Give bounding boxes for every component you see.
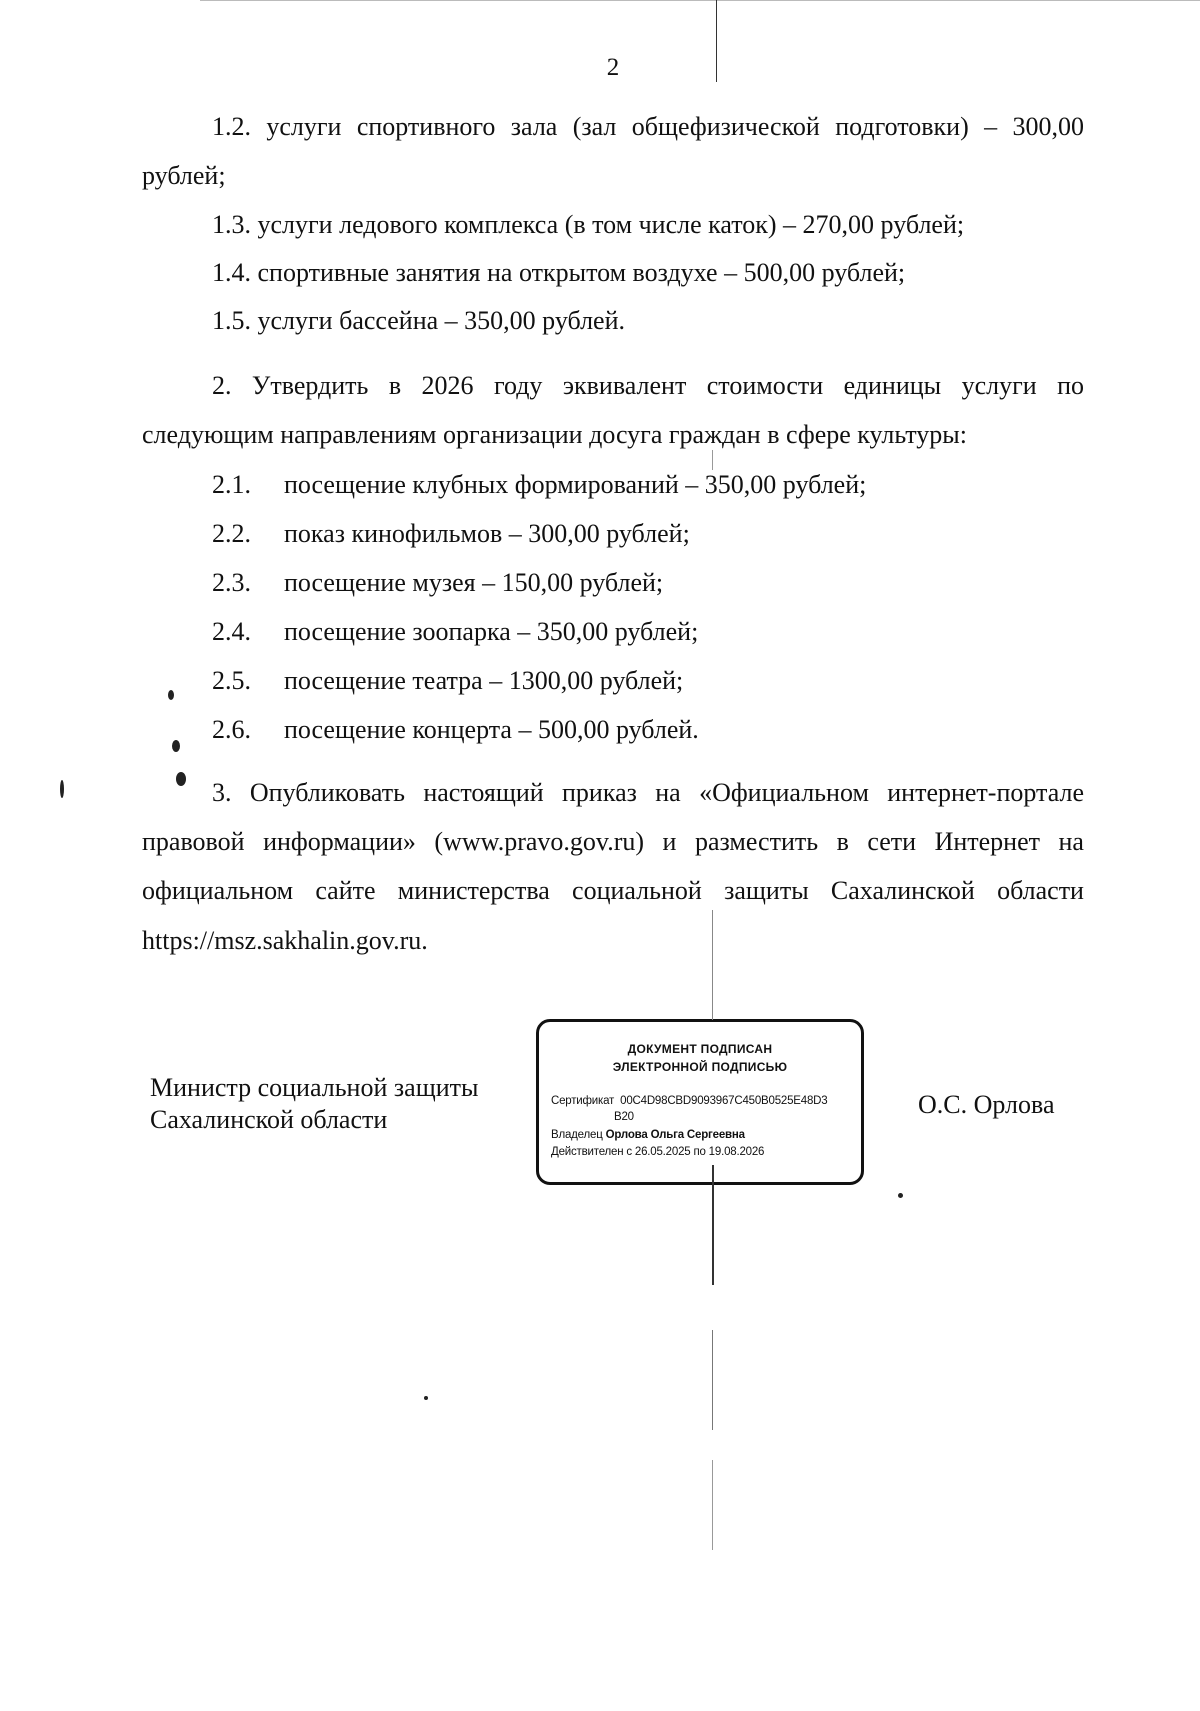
signatory-title-line-2: Сахалинской области [150, 1105, 388, 1134]
para-3-word: сайте [315, 876, 376, 905]
scan-speck [172, 740, 180, 752]
cert-label: Сертификат [551, 1095, 615, 1107]
item-2-1 [212, 470, 866, 500]
para-1-2-word: общефизической [631, 112, 820, 141]
stamp-validity: Действителен с 26.05.2025 по 19.08.2026 [551, 1146, 765, 1158]
item-2-6 [212, 715, 699, 745]
item-text: посещение театра – 1300,00 рублей; [284, 666, 684, 695]
item-text: показ кинофильмов – 300,00 рублей; [284, 519, 690, 548]
item-number: 2.1. [212, 470, 251, 499]
para-2-word: стоимости [706, 371, 824, 400]
item-1-4 [212, 258, 905, 288]
item-1-3 [212, 210, 964, 240]
scan-speck [424, 1396, 428, 1400]
para-1-2-word: подготовки) [835, 112, 969, 141]
para-1-2-line-1 [212, 112, 1084, 142]
stamp-certificate-cont: B20 [614, 1111, 634, 1123]
para-3-word: (www.pravo.gov.ru) [434, 827, 645, 856]
item-text: услуги ледового комплекса (в том числе каток) – 270,00 рублей; [257, 210, 965, 239]
para-1-2-word: (зал [572, 112, 617, 141]
para-2-word: Утвердить [251, 371, 369, 400]
para-3-word: интернет-портале [887, 778, 1084, 807]
para-3-word: министерства [397, 876, 550, 905]
para-2-word: эквивалент [562, 371, 687, 400]
para-2-word: в [388, 371, 402, 400]
para-3-line-2 [142, 827, 1084, 857]
para-3-line-3 [142, 876, 1084, 906]
para-2-line-2: следующим направлениям организации досуга граждан в сфере культуры: [142, 420, 967, 449]
para-1-2-word: услуги [266, 112, 342, 141]
item-text: посещение концерта – 500,00 рублей. [284, 715, 699, 744]
para-3-word: правовой [142, 827, 245, 856]
para-3-word: защиты [724, 876, 809, 905]
stamp-title-line-1: ДОКУМЕНТ ПОДПИСАН [627, 1042, 773, 1056]
para-3-line-4: https://msz.sakhalin.gov.ru. [142, 926, 428, 955]
para-1-2-line-2: рублей; [142, 161, 226, 190]
scan-fold-line [712, 1330, 713, 1430]
item-number: 2.2. [212, 519, 251, 548]
item-number: 2.3. [212, 568, 251, 597]
item-2-5 [212, 666, 683, 696]
para-3-word: 3. [212, 778, 232, 807]
owner-value: Орлова Ольга Сергеевна [605, 1129, 745, 1141]
para-3-word: Опубликовать [249, 778, 405, 807]
para-3-word: сети [867, 827, 917, 856]
para-2-line-1 [212, 371, 1084, 401]
signatory-name: О.С. Орлова [918, 1090, 1055, 1119]
page-number: 2 [606, 54, 620, 81]
para-1-2-word: 300,00 [1012, 112, 1084, 141]
para-3-word: Интернет [934, 827, 1040, 856]
owner-label: Владелец [551, 1129, 603, 1141]
signatory-title-line-1: Министр социальной защиты [150, 1073, 479, 1102]
para-3-word: на [1058, 827, 1084, 856]
item-number: 2.5. [212, 666, 251, 695]
electronic-signature-stamp [536, 1019, 864, 1185]
para-3-word: социальной [572, 876, 702, 905]
stamp-certificate [551, 1095, 827, 1107]
item-text: услуги бассейна – 350,00 рублей. [257, 306, 625, 335]
scan-speck [168, 690, 174, 700]
stamp-title-line-2: ЭЛЕКТРОННОЙ ПОДПИСЬЮ [612, 1060, 788, 1074]
para-3-word: Сахалинской [830, 876, 975, 905]
item-text: посещение клубных формирований – 350,00 рублей; [284, 470, 867, 499]
item-number: 1.4. [212, 258, 251, 287]
item-number: 2.4. [212, 617, 251, 646]
para-3-word: в [836, 827, 849, 856]
para-1-2-word: зала [510, 112, 558, 141]
scan-fold-line [716, 0, 717, 82]
item-text: посещение музея – 150,00 рублей; [284, 568, 664, 597]
signatory-title [150, 1072, 478, 1136]
scan-fold-line [712, 910, 713, 1020]
para-1-2-word: 1.2. [212, 112, 251, 141]
scan-fold-line [712, 1460, 713, 1550]
para-2-word: 2. [212, 371, 232, 400]
para-3-word: приказ [562, 778, 637, 807]
item-text: спортивные занятия на открытом воздухе – 500,00 рублей; [257, 258, 906, 287]
para-3-word: официальном [142, 876, 294, 905]
para-3-line-1 [212, 778, 1084, 808]
para-3-word: «Официальном [699, 778, 869, 807]
para-2-word: единицы [843, 371, 942, 400]
para-1-2-word: – [984, 112, 998, 141]
para-3-word: настоящий [423, 778, 544, 807]
scan-speck [60, 780, 64, 798]
item-number: 1.5. [212, 306, 251, 335]
para-3-word: и [662, 827, 677, 856]
para-3-word: на [655, 778, 681, 807]
para-2-word: по [1057, 371, 1084, 400]
scan-fold-line [712, 450, 713, 470]
scan-edge-rule [200, 0, 1200, 1]
para-1-2-word: спортивного [356, 112, 496, 141]
stamp-owner [551, 1129, 745, 1141]
para-2-word: 2026 [421, 371, 474, 400]
para-3-word: информации» [263, 827, 416, 856]
item-2-4 [212, 617, 698, 647]
para-2-word: году [493, 371, 543, 400]
item-2-2 [212, 519, 690, 549]
item-text: посещение зоопарка – 350,00 рублей; [284, 617, 699, 646]
para-3-word: области [997, 876, 1084, 905]
scan-speck [898, 1193, 903, 1198]
cert-value: 00C4D98CBD9093967C450B0525E48D3 [620, 1095, 828, 1107]
item-number: 2.6. [212, 715, 251, 744]
stamp-title [539, 1040, 861, 1076]
item-1-5 [212, 306, 625, 336]
para-3-word: разместить [694, 827, 819, 856]
scan-fold-line [712, 1165, 714, 1285]
scan-speck [176, 772, 186, 786]
item-number: 1.3. [212, 210, 251, 239]
para-2-word: услуги [961, 371, 1037, 400]
item-2-3 [212, 568, 663, 598]
